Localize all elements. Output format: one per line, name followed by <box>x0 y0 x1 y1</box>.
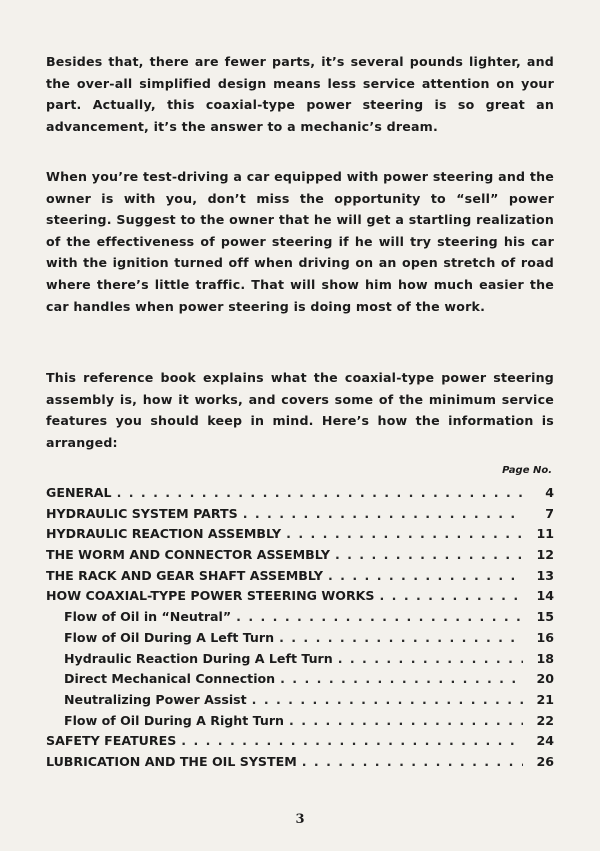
toc-entry <box>46 506 554 527</box>
toc-entry-title: Flow of Oil During A Right Turn <box>64 712 285 728</box>
toc-leader-dots <box>280 671 523 686</box>
toc-page-heading: Page No. <box>502 465 552 476</box>
toc-entry <box>46 692 554 713</box>
toc-leader-dots <box>286 526 523 541</box>
table-of-contents <box>46 485 554 775</box>
toc-entry-title: Hydraulic Reaction During A Left Turn <box>64 650 333 666</box>
test-drive-paragraph: When you’re test-driving a car equipped with power steering and the owner is with you, don’t miss the opportunity to “sell” power steering. Suggest to the owner that he will get a startling realization of the effectiveness of power steering if he will try steering his car with the ignition turned off when driving on an open stretch of road where there’s little traffic. That will show him how much easier the car handles when power steering is doing most of the work. <box>46 169 554 314</box>
toc-entry <box>46 713 554 734</box>
toc-entry-title: SAFETY FEATURES <box>46 733 177 749</box>
toc-entry-title: Neutralizing Power Assist <box>64 691 247 707</box>
toc-entry-page: 13 <box>536 567 554 583</box>
toc-entry-page: 22 <box>536 712 554 728</box>
toc-leader-dots <box>380 588 524 603</box>
toc-entry <box>46 754 554 775</box>
toc-entry-page: 20 <box>536 671 554 687</box>
toc-leader-dots <box>328 568 523 583</box>
toc-entry <box>46 630 554 651</box>
toc-entry-page: 18 <box>536 650 554 666</box>
toc-leader-dots <box>338 651 523 666</box>
toc-entry <box>46 588 554 609</box>
toc-entry-page: 12 <box>536 547 554 563</box>
toc-entry-title: THE RACK AND GEAR SHAFT ASSEMBLY <box>46 567 324 583</box>
toc-leader-dots <box>117 485 523 500</box>
toc-leader-dots <box>279 630 523 645</box>
toc-entry <box>46 568 554 589</box>
toc-entry <box>46 671 554 692</box>
toc-entry <box>46 547 554 568</box>
toc-entry-title: HYDRAULIC SYSTEM PARTS <box>46 505 238 521</box>
toc-entry-page: 26 <box>536 753 554 769</box>
toc-entry-page: 21 <box>536 691 554 707</box>
toc-entry-title: HOW COAXIAL-TYPE POWER STEERING WORKS <box>46 588 375 604</box>
toc-entry-page: 7 <box>545 505 554 521</box>
page-number: 3 <box>295 812 305 827</box>
toc-leader-dots <box>181 733 523 748</box>
toc-leader-dots <box>252 692 523 707</box>
toc-entry <box>46 485 554 506</box>
toc-leader-dots <box>335 547 523 562</box>
toc-entry-page: 16 <box>536 629 554 645</box>
toc-entry-page: 15 <box>536 609 554 625</box>
toc-entry <box>46 526 554 547</box>
reference-paragraph: This reference book explains what the coaxial-type power steering assembly is, how it works, and covers some of the minimum service features you should keep in mind. Here’s how the information is arranged: <box>46 370 554 450</box>
toc-entry <box>46 651 554 672</box>
toc-leader-dots <box>289 713 523 728</box>
toc-leader-dots <box>236 609 523 624</box>
toc-entry <box>46 609 554 630</box>
toc-entry-page: 4 <box>545 485 554 500</box>
intro-paragraph: Besides that, there are fewer parts, it’s several pounds lighter, and the over-all simplified design means less service attention on your part. Actually, this coaxial-type power steering is so great an advancement, it’s the answer to a mechanic’s dream. <box>46 54 554 134</box>
toc-entry-title: GENERAL <box>46 485 112 500</box>
toc-entry-title: LUBRICATION AND THE OIL SYSTEM <box>46 753 297 769</box>
toc-entry-title: Flow of Oil in “Neutral” <box>64 609 232 625</box>
toc-leader-dots <box>302 754 523 769</box>
toc-entry-page: 14 <box>536 588 554 604</box>
toc-entry-title: Flow of Oil During A Left Turn <box>64 629 275 645</box>
toc-entry-title: HYDRAULIC REACTION ASSEMBLY <box>46 526 282 542</box>
toc-entry-title: THE WORM AND CONNECTOR ASSEMBLY <box>46 547 330 563</box>
toc-leader-dots <box>243 506 523 521</box>
toc-entry-page: 24 <box>536 733 554 749</box>
toc-entry <box>46 733 554 754</box>
toc-entry-page: 11 <box>536 526 554 542</box>
toc-entry-title: Direct Mechanical Connection <box>64 671 276 687</box>
